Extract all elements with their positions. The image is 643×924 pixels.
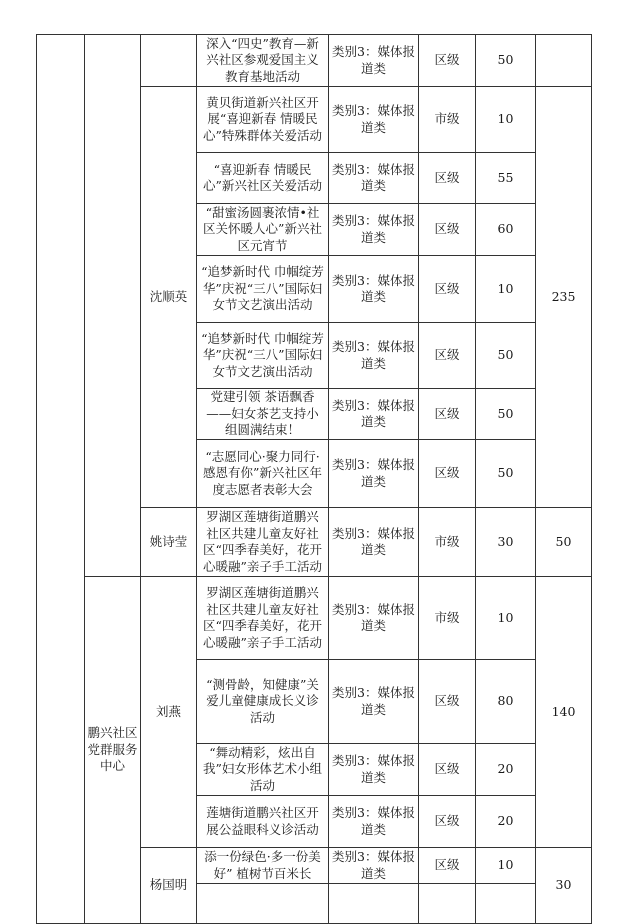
activity-cell: “追梦新时代 巾帼绽芳华”庆祝“三八”国际妇女节文艺演出活动 (197, 323, 329, 389)
total-score: 235 (536, 87, 592, 508)
activity-cell: 莲塘街道鹏兴社区开展公益眼科义诊活动 (197, 796, 329, 848)
person-name: 沈顺英 (141, 87, 197, 508)
points-cell: 20 (476, 796, 536, 848)
level-cell: 区级 (419, 323, 476, 389)
activity-cell: 罗湖区莲塘街道鹏兴社区共建儿童友好社区“四季春美好，花开心暖融”亲子手工活动 (197, 577, 329, 660)
level-cell: 区级 (419, 389, 476, 440)
category-cell: 类别3：媒体报道类 (329, 389, 419, 440)
points-cell: 10 (476, 848, 536, 884)
activity-cell: 党建引领 茶语飘香——妇女茶艺支持小组圆满结束！ (197, 389, 329, 440)
activity-cell: 添一份绿色·多一份美好” 植树节百米长 (197, 848, 329, 884)
activity-cell: “舞动精彩，炫出自我”妇女形体艺术小组活动 (197, 744, 329, 796)
activity-cell: “追梦新时代 巾帼绽芳华”庆祝“三八”国际妇女节文艺演出活动 (197, 256, 329, 323)
category-cell: 类别3：媒体报道类 (329, 256, 419, 323)
level-cell: 区级 (419, 35, 476, 87)
level-cell: 区级 (419, 153, 476, 204)
level-cell: 区级 (419, 744, 476, 796)
level-cell: 市级 (419, 87, 476, 153)
level-cell: 区级 (419, 796, 476, 848)
activity-cell: “喜迎新春 情暖民心”新兴社区关爱活动 (197, 153, 329, 204)
category-cell: 类别3：媒体报道类 (329, 796, 419, 848)
activity-cell: “甜蜜汤圆裹浓情•社区关怀暖人心”新兴社区元宵节 (197, 204, 329, 256)
total-cell-blank (536, 35, 592, 87)
points-cell: 55 (476, 153, 536, 204)
activity-cell: “测骨龄，知健康”关爱儿童健康成长义诊活动 (197, 660, 329, 744)
points-cell: 50 (476, 440, 536, 508)
table-row (37, 577, 592, 660)
points-cell: 80 (476, 660, 536, 744)
person-name: 杨国明 (141, 848, 197, 924)
total-score: 140 (536, 577, 592, 848)
points-cell: 10 (476, 577, 536, 660)
activity-cell: 黄贝街道新兴社区开展“喜迎新春 情暖民心”特殊群体关爱活动 (197, 87, 329, 153)
category-cell: 类别3：媒体报道类 (329, 204, 419, 256)
level-cell (419, 884, 476, 924)
org-cell-xinxing (85, 35, 141, 577)
activity-cell: 深入“四史”教育—新兴社区参观爱国主义教育基地活动 (197, 35, 329, 87)
points-cell: 50 (476, 389, 536, 440)
points-cell: 10 (476, 87, 536, 153)
table-row (37, 35, 592, 87)
total-score: 30 (536, 848, 592, 924)
category-cell: 类别3：媒体报道类 (329, 153, 419, 204)
category-cell: 类别3：媒体报道类 (329, 323, 419, 389)
points-cell: 50 (476, 323, 536, 389)
points-cell: 60 (476, 204, 536, 256)
org-cell-blank (37, 35, 85, 924)
activity-cell (197, 884, 329, 924)
category-cell: 类别3：媒体报道类 (329, 35, 419, 87)
level-cell: 区级 (419, 256, 476, 323)
points-cell: 30 (476, 508, 536, 577)
category-cell: 类别3：媒体报道类 (329, 660, 419, 744)
level-cell: 市级 (419, 577, 476, 660)
category-cell: 类别3：媒体报道类 (329, 508, 419, 577)
score-table (36, 34, 592, 924)
points-cell: 10 (476, 256, 536, 323)
activity-cell: “志愿同心·聚力同行·感恩有你”新兴社区年度志愿者表彰大会 (197, 440, 329, 508)
points-cell (476, 884, 536, 924)
person-name: 刘燕 (141, 577, 197, 848)
category-cell (329, 884, 419, 924)
category-cell: 类别3：媒体报道类 (329, 87, 419, 153)
person-cell-blank (141, 35, 197, 87)
activity-cell: 罗湖区莲塘街道鹏兴社区共建儿童友好社区“四季春美好，花开心暖融”亲子手工活动 (197, 508, 329, 577)
category-cell: 类别3：媒体报道类 (329, 744, 419, 796)
person-name: 姚诗莹 (141, 508, 197, 577)
total-score: 50 (536, 508, 592, 577)
level-cell: 区级 (419, 660, 476, 744)
level-cell: 市级 (419, 508, 476, 577)
points-cell: 50 (476, 35, 536, 87)
category-cell: 类别3：媒体报道类 (329, 440, 419, 508)
org-name: 鹏兴社区党群服务中心 (85, 577, 141, 924)
category-cell: 类别3：媒体报道类 (329, 848, 419, 884)
level-cell: 区级 (419, 204, 476, 256)
level-cell: 区级 (419, 440, 476, 508)
points-cell: 20 (476, 744, 536, 796)
category-cell: 类别3：媒体报道类 (329, 577, 419, 660)
level-cell: 区级 (419, 848, 476, 884)
